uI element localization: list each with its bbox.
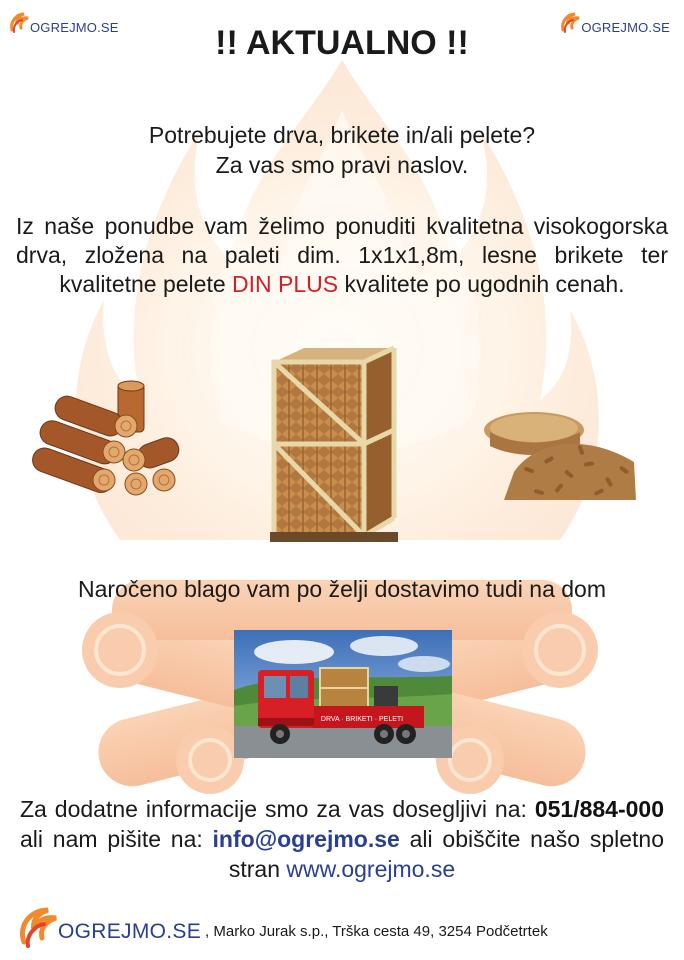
firewood-pallet-image [268,344,402,544]
page-title: !! AKTUALNO !! [215,24,469,62]
email-link[interactable]: info@ogrejmo.se [212,826,400,852]
footer-address: , Marko Jurak s.p., Trška cesta 49, 3254 Podčetrtek [205,923,548,940]
wood-pellets-image [484,402,636,500]
footer-logo-wordmark: OGREJMO.SE [58,920,202,943]
offer-text-before: Iz naše ponudbe vam želimo ponuditi kvalitetna visokogorska drva, zložena na paleti dim. 1x1x1,8m, lesne brikete ter kvalitetne pelete [16,213,668,297]
truck-sign-text: DRVA · BRIKETI · PELETI [320,716,404,723]
intro-line-1: Potrebujete drva, brikete in/ali pelete? [148,122,536,148]
contact-text-3: ali obiščite našo spletno stran [228,826,664,882]
contact-info [20,794,664,884]
intro-text [0,120,684,180]
wood-briquettes-image [22,380,184,506]
contact-text-1: Za dodatne informacije smo za vas dosegljivi na: [20,796,527,822]
delivery-text: Naročeno blago vam po želji dostavimo tudi na dom [77,576,606,602]
phone-number[interactable]: 051/884-000 [534,796,665,822]
delivery-truck-image [234,630,452,758]
website-link[interactable]: www.ogrejmo.se [286,856,456,882]
logo-wordmark: OGREJMO.SE [581,19,670,35]
intro-line-2: Za vas smo pravi naslov. [215,152,469,178]
offer-text [16,212,668,299]
logo-wordmark: OGREJMO.SE [30,19,119,35]
din-plus-highlight: DIN PLUS [232,271,339,297]
offer-text-after: kvalitete po ugodnih cenah. [344,271,625,297]
contact-text-2: ali nam pišite na: [20,826,203,852]
footer [16,904,548,950]
